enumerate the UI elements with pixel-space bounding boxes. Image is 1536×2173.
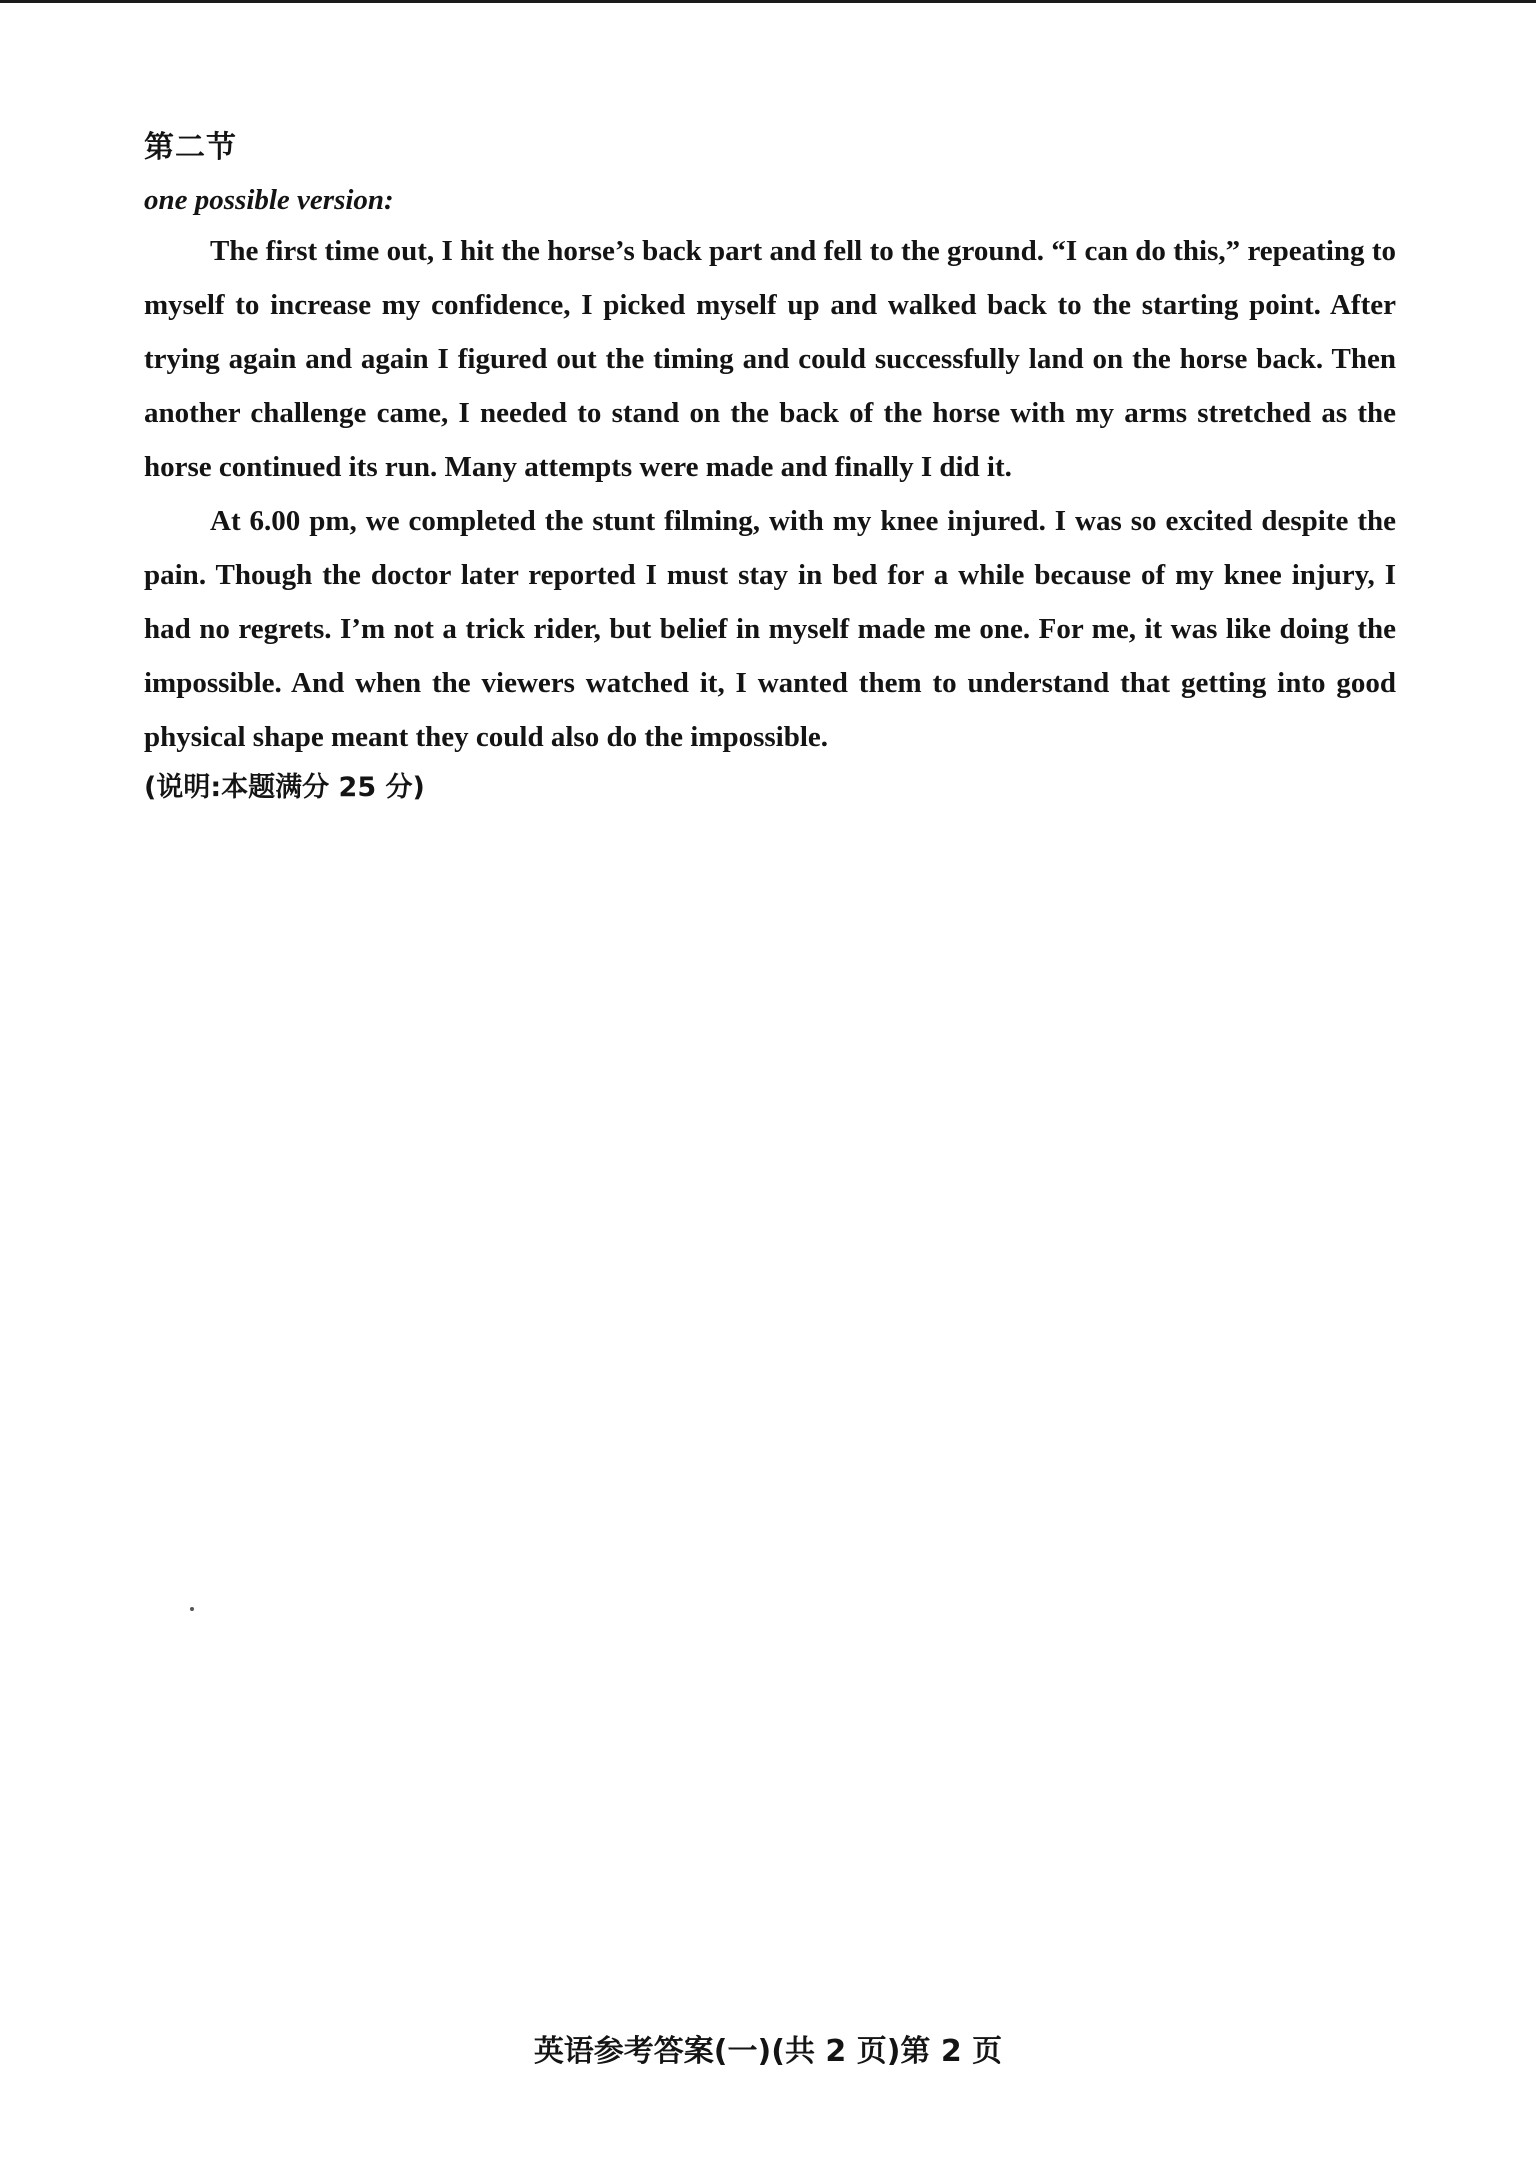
section-heading: 第二节 bbox=[144, 130, 237, 165]
scan-speck bbox=[190, 1607, 194, 1611]
score-note: (说明:本题满分 25 分) bbox=[144, 772, 425, 803]
page-footer: 英语参考答案(一)(共 2 页)第 2 页 bbox=[533, 2034, 1003, 2069]
answer-page bbox=[144, 128, 1396, 810]
page-top-edge bbox=[0, 0, 1536, 3]
version-label: one possible version: bbox=[144, 184, 394, 216]
essay-paragraph-2: At 6.00 pm, we completed the stunt filming, with my knee injured. I was so excited despite the pain. Though the doctor later reported I must stay in bed for a while because of my knee injury, I had no regrets. I’m not a trick rider, but belief in myself made me one. For me, it was like doing the impossible. And when the viewers watched it, I wanted them to understand that getting into good physical shape meant they could also do the impossible. bbox=[144, 505, 1396, 753]
essay-paragraph-1: The first time out, I hit the horse’s back part and fell to the ground. “I can do this,” repeating to myself to increase my confidence, I picked myself up and walked back to the starting point. After trying again and again I figured out the timing and could successfully land on the horse back. Then another challenge came, I needed to stand on the back of the horse with my arms stretched as the horse continued its run. Many attempts were made and finally I did it. bbox=[144, 235, 1396, 483]
